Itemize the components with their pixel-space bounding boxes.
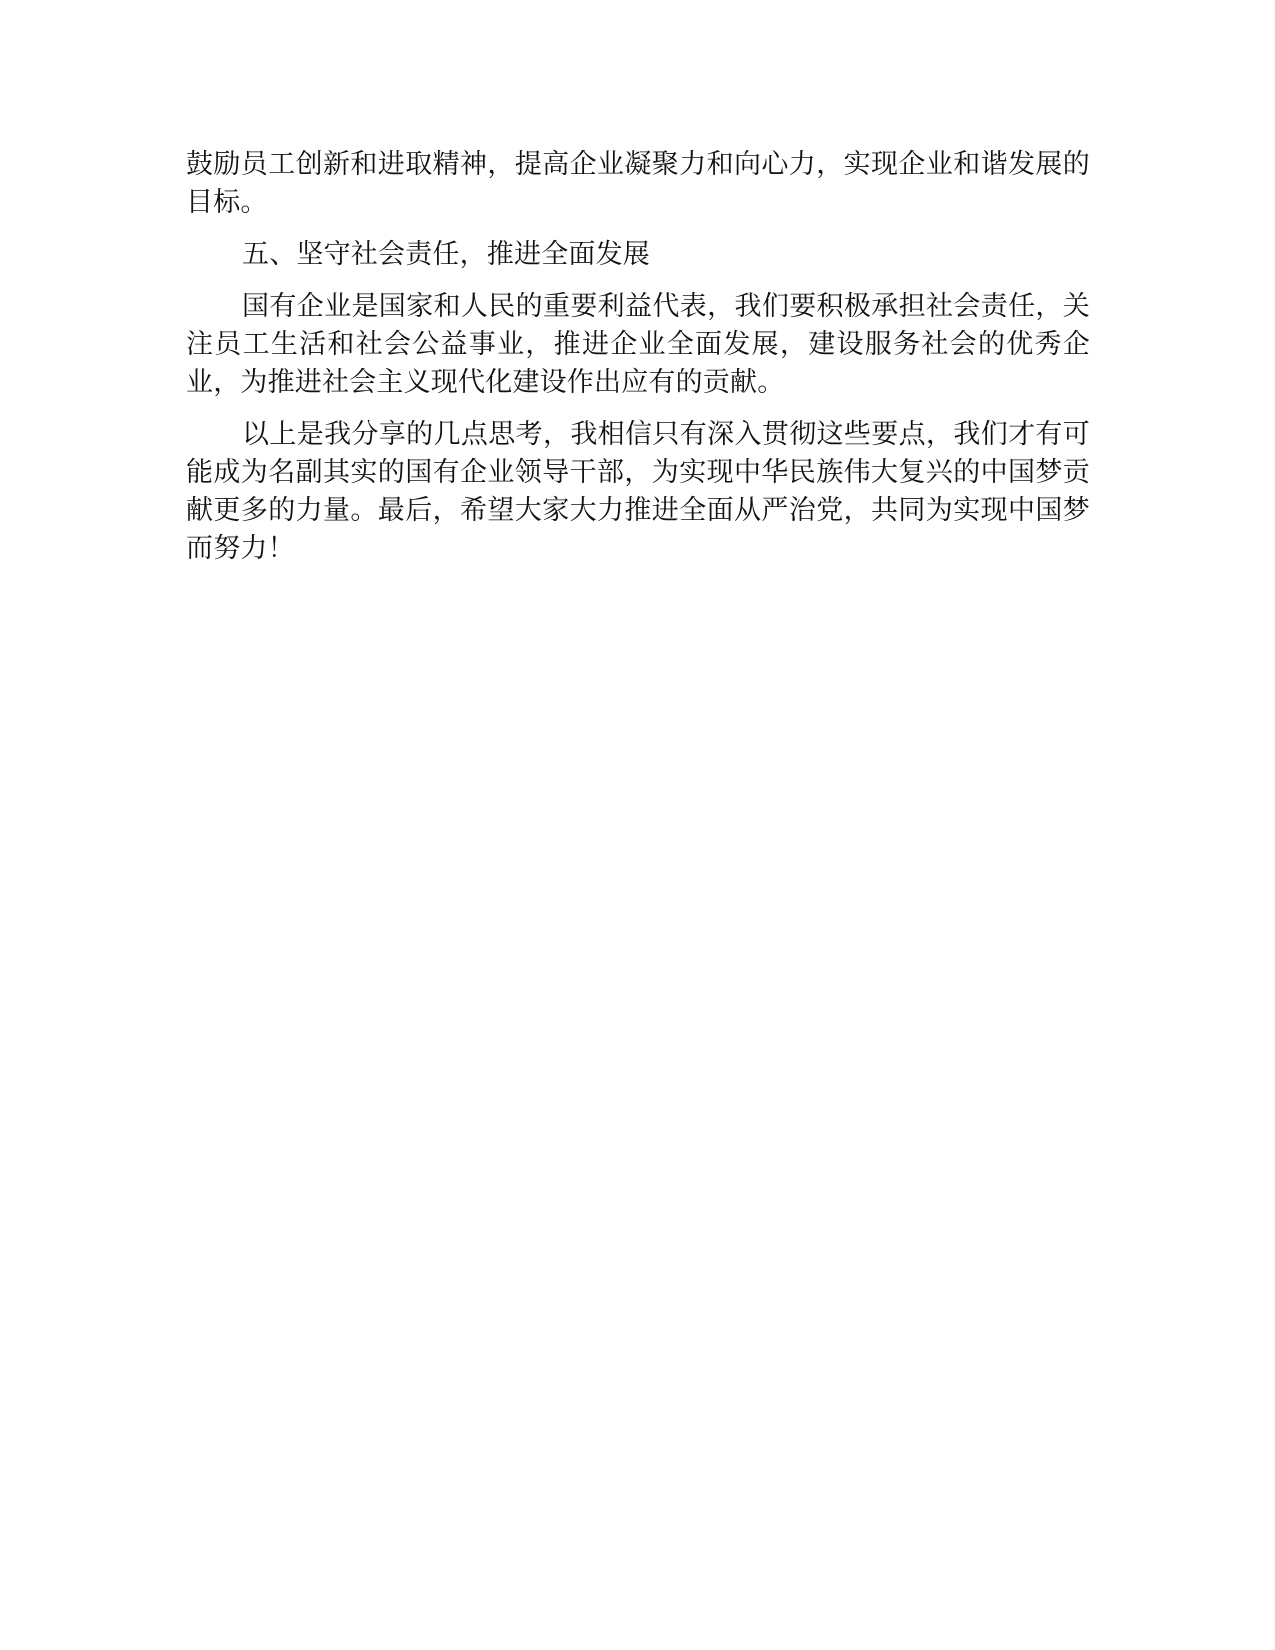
document-body xyxy=(186,146,1090,582)
paragraph-social-responsibility: 国有企业是国家和人民的重要利益代表，我们要积极承担社会责任，关注员工生活和社会公益事业，推进企业全面发展，建设服务社会的优秀企业，为推进社会主义现代化建设作出应有的贡献。 xyxy=(186,291,1090,398)
section-heading-five: 五、坚守社会责任，推进全面发展 xyxy=(242,239,650,270)
paragraph-conclusion: 以上是我分享的几点思考，我相信只有深入贯彻这些要点，我们才有可能成为名副其实的国有企业领导干部，为实现中华民族伟大复兴的中国梦贡献更多的力量。最后，希望大家大力推进全面从严治党，共同为实现中国梦而努力！ xyxy=(186,419,1090,564)
paragraph-continuation: 鼓励员工创新和进取精神，提高企业凝聚力和向心力，实现企业和谐发展的目标。 xyxy=(186,149,1090,218)
